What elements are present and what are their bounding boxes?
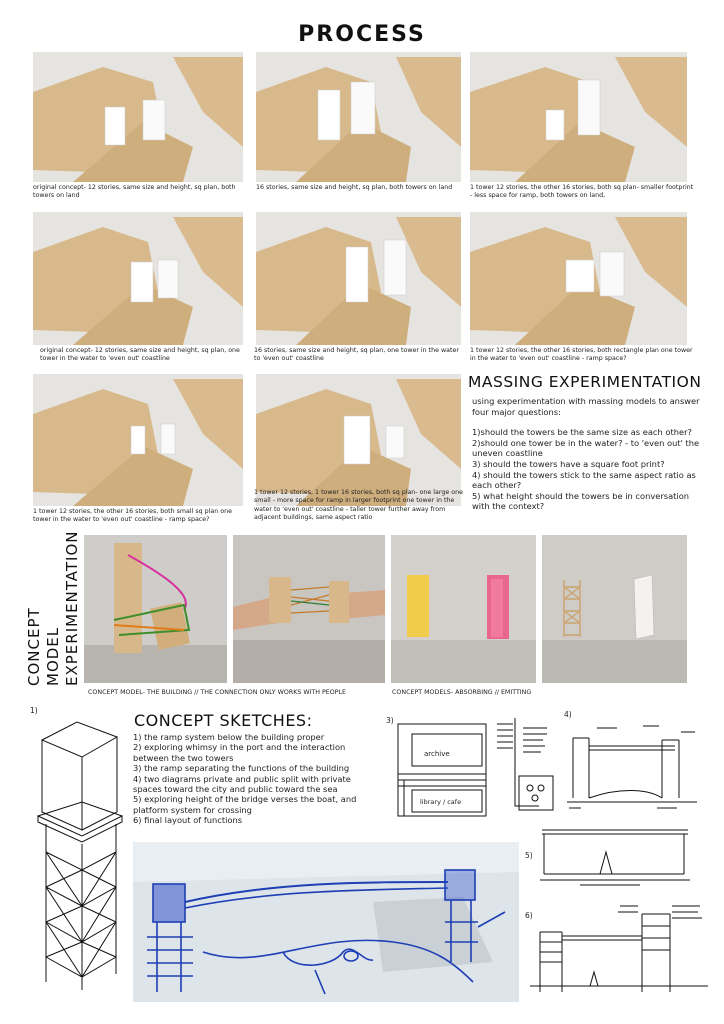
sketch-6-layout (530, 896, 708, 996)
page-title: PROCESS (298, 22, 426, 47)
process-photo-5 (256, 212, 461, 345)
sketch-item-3: 3) the ramp separating the functions of the building (133, 763, 350, 774)
concept-model-photo-4 (542, 535, 687, 683)
sketch-4b-section (567, 718, 697, 810)
sketch-item-5: 5) exploring height of the bridge verses the boat, and platform system for crossing (133, 794, 357, 815)
sketch-item-4: 4) two diagrams private and public split with private spaces toward the city and public toward the sea (133, 773, 351, 795)
process-photo-4 (33, 212, 243, 345)
process-caption-5: 16 stories, same size and height, sq plan, one tower in the water to 'even out' coastline (254, 347, 459, 363)
process-photo-6 (470, 212, 687, 345)
massing-title: MASSING EXPERIMENTATION (468, 373, 702, 391)
sketches-list (133, 732, 381, 826)
concept-model-caption-left: CONCEPT MODEL- THE BUILDING // THE CONNECTION ONLY WORKS WITH PEOPLE (88, 689, 347, 696)
sketch-4a-plan (495, 716, 565, 824)
process-caption-7: 1 tower 12 stories, the other 16 stories, both small sq plan one tower in the water to 'even out' coastline - ramp space? (33, 508, 232, 524)
sketch-label-3: 3) (386, 716, 394, 725)
concept-model-caption-right: CONCEPT MODELS- ABSORBING // EMITTING (392, 689, 532, 696)
concept-model-side-title-1: CONCEPT (25, 607, 43, 686)
sketch-label-6: 6) (525, 911, 533, 920)
process-caption-6: 1 tower 12 stories, the other 16 stories, both rectangle plan one tower in the water to 'even out' coastline - ramp space? (470, 347, 693, 363)
concept-model-photo-1 (84, 535, 227, 683)
process-caption-8: 1 tower 12 stories, 1 tower 16 stories, both sq plan- one large one small - more space for ramp in larger footprint one tower in the water to 'even out' coastline - taller tower further away from adjacent buildings, same aspect ratio (254, 489, 463, 522)
process-caption-2: 16 stories, same size and height, sq plan, both towers on land (256, 184, 453, 191)
sketch-label-4: 4) (564, 710, 572, 719)
sketch-item-2: 2) exploring whimsy in the port and the interaction between the two towers (133, 742, 346, 763)
sketch-3-word-archive: archive (424, 750, 450, 758)
sketch-5-bridge (540, 822, 690, 888)
concept-model-photo-3 (391, 535, 536, 683)
sketch-item-6: 6) final layout of functions (133, 815, 243, 826)
sketch-2-port (133, 842, 519, 1002)
massing-question-3: 3) should the towers have a square foot print? (472, 458, 665, 469)
massing-question-5: 5) what height should the towers be in conversation with the context? (472, 490, 690, 512)
massing-text (472, 396, 700, 512)
process-photo-2 (256, 52, 461, 182)
process-photo-7 (33, 374, 243, 506)
concept-model-photo-2 (233, 535, 385, 683)
sketch-3-word-library: library / cafe (420, 798, 462, 806)
process-photo-3 (470, 52, 687, 182)
process-caption-1: original concept- 12 stories, same size and height, sq plan, both towers on land (33, 184, 236, 200)
sketch-1-tower (32, 712, 124, 992)
process-photo-1 (33, 52, 243, 182)
process-caption-4: original concept- 12 stories, same size and height, sq plan, one tower in the water to 'even out' coastline (40, 347, 240, 363)
sketches-title: CONCEPT SKETCHES: (134, 711, 313, 730)
massing-question-4: 4) should the towers stick to the same aspect ratio as each other? (472, 469, 696, 491)
sketch-label-5: 5) (525, 851, 533, 860)
massing-question-2: 2)should one tower be in the water? - to 'even out' the uneven coastline (472, 437, 700, 459)
massing-intro: using experimentation with massing models to answer four major questions: (472, 396, 700, 417)
sketch-label-1: 1) (30, 706, 38, 715)
concept-model-side-title-2: MODEL (44, 626, 62, 686)
process-caption-3: 1 tower 12 stories, the other 16 stories, both sq plan- smaller footprint - less space for ramp, both towers on land, (470, 184, 694, 200)
concept-model-side-title-3: EXPERIMENTATION (63, 530, 81, 686)
sketch-item-1: 1) the ramp system below the building proper (133, 732, 325, 742)
massing-question-1: 1)should the towers be the same size as each other? (472, 427, 692, 438)
process-photo-8 (256, 374, 461, 506)
sketch-3-ramp (396, 720, 488, 820)
